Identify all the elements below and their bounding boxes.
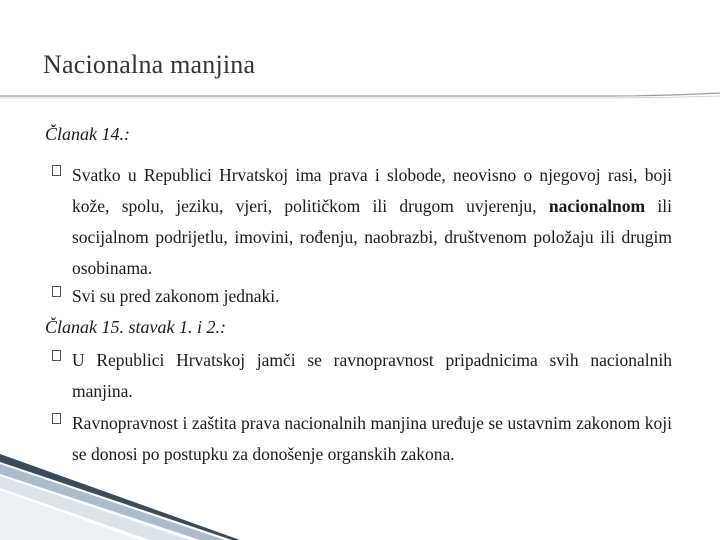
bullet-square-icon bbox=[52, 286, 61, 297]
highlight-word: nacionalnom bbox=[548, 196, 646, 216]
title-underline bbox=[0, 92, 720, 102]
bullet-square-icon bbox=[52, 413, 61, 424]
bullet-text: U Republici Hrvatskoj jamči se ravnopravnost pripadnicima svih nacionalnih manjina. bbox=[72, 350, 672, 401]
section-heading-clanak-14: Članak 14.: bbox=[45, 124, 130, 144]
section-heading-clanak-15: Članak 15. stavak 1. i 2.: bbox=[45, 317, 226, 337]
bullet-text: Svi su pred zakonom jednaki. bbox=[72, 286, 280, 306]
bullet-square-icon bbox=[52, 165, 61, 176]
slide-title: Nacionalna manjina bbox=[43, 50, 256, 79]
bullet-square-icon bbox=[52, 350, 61, 361]
bullet-text: Svatko u Republici Hrvatskoj ima prava i slobode, neovisno o njegovoj rasi, boji kože, spolu, jeziku, vjeri, političkom ili drugom uvjerenju, nacionalnom ili socijalnom podrijetlu, imovini, rođenju, naobrazbi, društvenom položaju ili drugim osobinama. bbox=[72, 165, 672, 278]
corner-decoration bbox=[0, 450, 720, 540]
bullet-text: Ravnopravnost i zaštita prava nacionalnih manjina uređuje se ustavnim zakonom koji se donosi po postupku za donošenje organskih zakona. bbox=[72, 413, 672, 464]
